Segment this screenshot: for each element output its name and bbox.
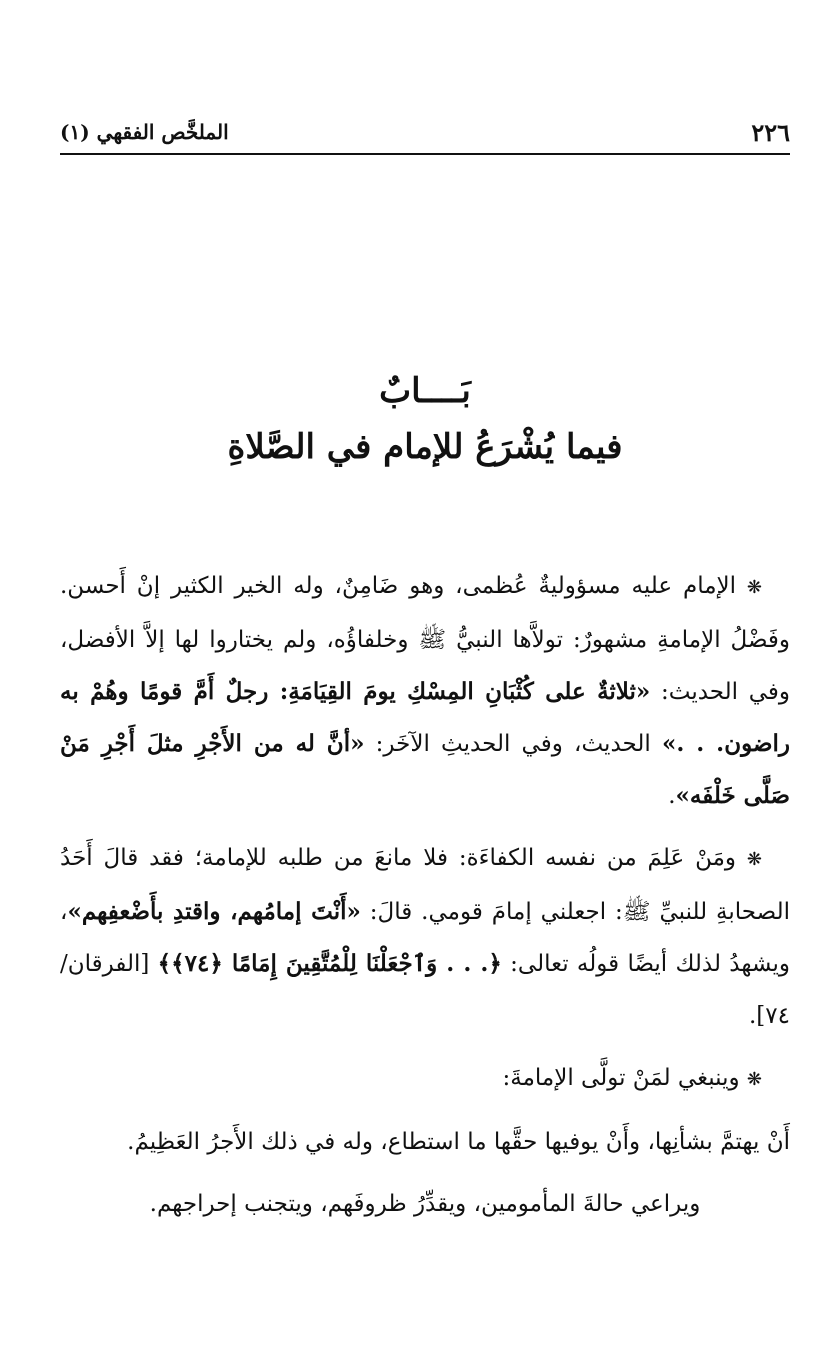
body-text: [60, 560, 790, 1240]
paragraph-seeking-imamate: [60, 832, 790, 1042]
paragraph-text: أَنْ يهتمَّ بشأنِها، وأَنْ يوفيها حقَّها ما استطاع، وله في ذلك الأَجرُ العَظِيمُ.: [127, 1129, 790, 1155]
paragraph-imam-responsibility: [60, 560, 790, 822]
paragraph-text: الحديث، وفي الحديثِ الآخَر:: [364, 731, 662, 757]
verse-reference: [الفرقان/ ٧٤].: [60, 951, 790, 1029]
paragraph-duty-congregation: [60, 1178, 790, 1230]
page-number: ٢٢٦: [751, 118, 790, 147]
quran-verse: ﴿. . . وَٱجْعَلْنَا لِلْمُتَّقِينَ إِمَامًا ﴿٧٤﴾﴾: [157, 950, 502, 977]
hadith-quote: «ثلاثةٌ على كُثْبَانِ المِسْكِ يومَ القِيَامَةِ: رجلٌ أَمَّ قومًا وهُمْ به راضون. . .»: [60, 678, 790, 757]
paragraph-duties-intro: [60, 1052, 790, 1106]
book-title: الملخَّص الفقهي (١): [60, 120, 229, 144]
paragraph-duty-care: [60, 1116, 790, 1168]
paragraph-text: ويراعي حالةَ المأمومين، ويقدِّرُ ظروفَهم، ويتجنب إحراجهم.: [149, 1191, 701, 1217]
chapter-label: بَــــابٌ: [379, 371, 471, 411]
chapter-heading: [60, 365, 790, 477]
running-header: [60, 112, 790, 152]
bullet-icon: ❋: [746, 577, 763, 598]
paragraph-text: .: [668, 783, 676, 809]
paragraph-text: وينبغي لمَنْ تولَّى الإمامةَ:: [502, 1065, 740, 1091]
hadith-quote: «أَنْتَ إمامُهم، واقتدِ بأَضْعفِهم»: [67, 898, 361, 925]
header-divider: [60, 153, 790, 155]
bullet-icon: ❋: [746, 1069, 762, 1090]
bullet-icon: ❋: [746, 849, 762, 870]
paragraph-text: الإمام عليه مسؤوليةٌ عُظمى، وهو ضَامِنٌ، وله الخير الكثير إنْ أَحسن. وفَضْلُ الإمامةِ مشهورٌ: تولاَّها النبيُّ ﷺ وخلفاؤُه، ولم يختاروا لها إلاَّ الأفضل، وفي الحديث:: [60, 573, 790, 705]
hadith-quote: «أنَّ له من الأَجْرِ مثلَ أَجْرِ مَنْ صَلَّى خَلْفَه»: [60, 730, 790, 809]
chapter-title: فيما يُشْرَعُ للإمام في الصَّلاةِ: [227, 427, 623, 467]
paragraph-text: ، ويشهدُ لذلك أيضًا قولُه تعالى:: [60, 899, 790, 977]
paragraph-text: ومَنْ عَلِمَ من نفسه الكفاءَة: فلا مانعَ من طلبه للإمامة؛ فقد قالَ أَحَدُ الصحابةِ للنبيِّ ﷺ: اجعلني إمامَ قومي. قالَ:: [60, 845, 790, 925]
